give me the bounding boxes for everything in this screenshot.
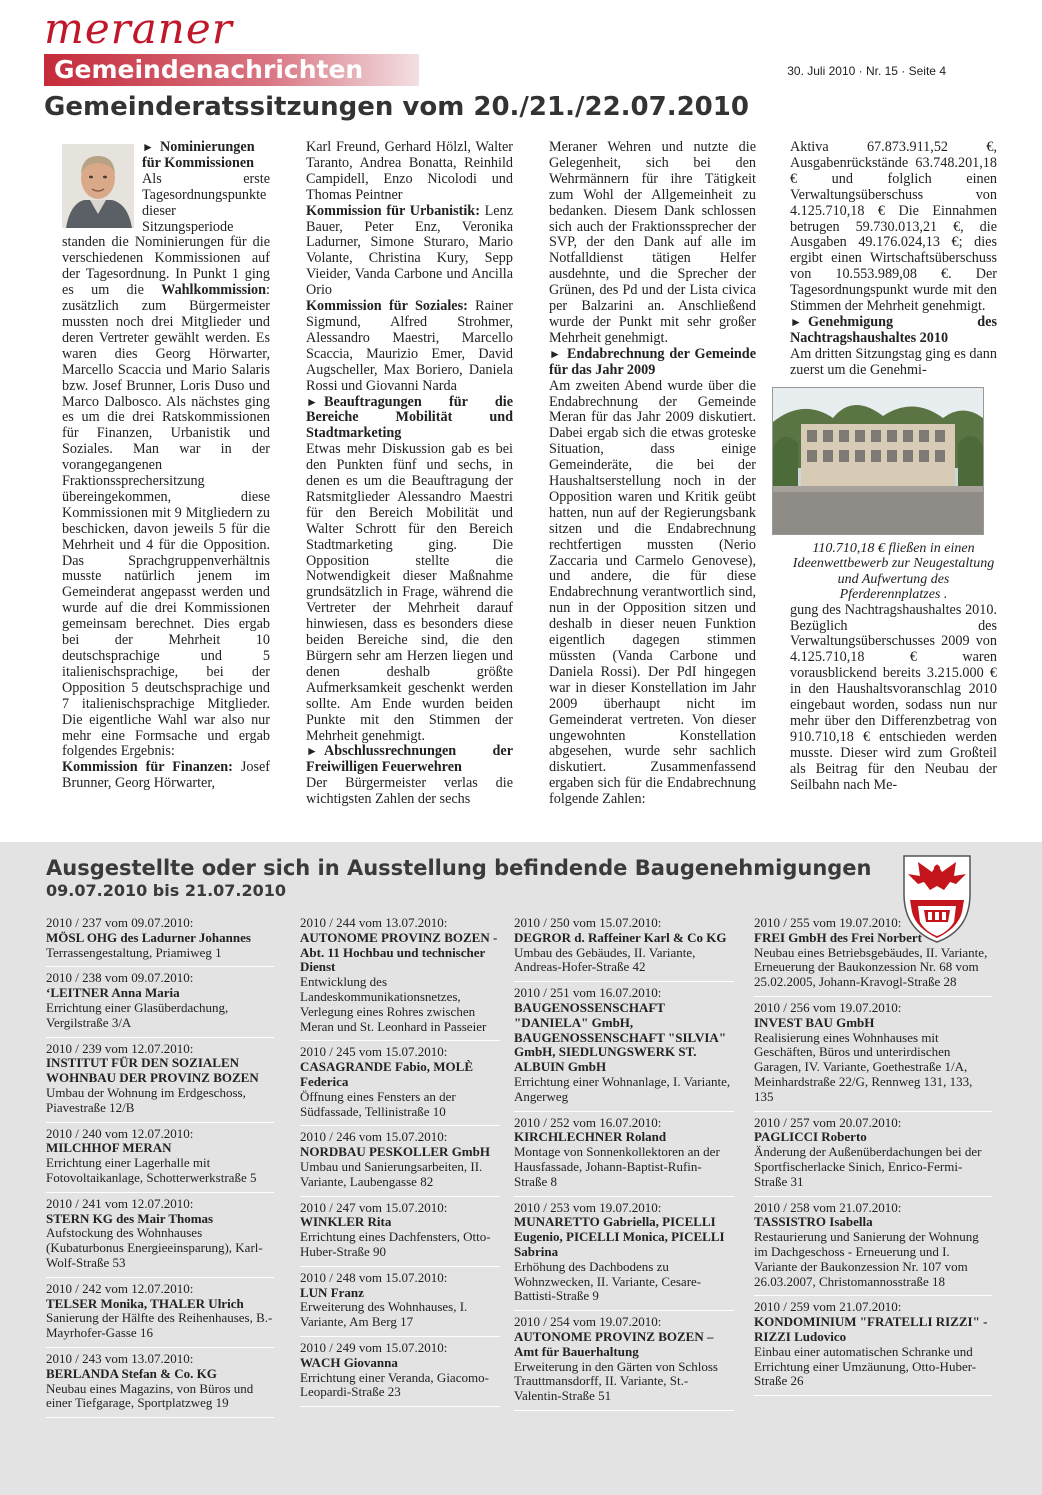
subhead-assignments: ► Beauftragungen für die Bereiche Mobilität und Stadtmarketing (306, 393, 513, 442)
permit-entry (46, 1038, 274, 1123)
permit-entry (754, 916, 992, 997)
permit-entry (46, 1348, 274, 1418)
permit-num: 2010 / 258 vom 21.07.2010: (754, 1199, 902, 1215)
permit-entry (300, 1337, 500, 1407)
permit-name: BERLANDA Stefan & Co. KG (46, 1365, 217, 1381)
permit-num: 2010 / 248 vom 15.07.2010: (300, 1269, 448, 1285)
triangle-bullet-icon: ► (142, 140, 154, 154)
permit-num: 2010 / 251 vom 16.07.2010: (514, 985, 662, 1001)
article-column-1 (62, 140, 270, 792)
section-banner (44, 54, 419, 86)
permits-column-3 (514, 916, 734, 1411)
permit-num: 2010 / 237 vom 09.07.2010: (46, 915, 194, 930)
permit-entry (300, 1041, 500, 1126)
building-image (773, 388, 983, 534)
permit-entry (514, 1311, 734, 1411)
permit-desc: Entwicklung des Landeskommunikationsnetzes, Verlegung eines Rohres zwischen Meran und St. Leonhard in Passeier (300, 974, 487, 1034)
permits-column-2 (300, 916, 500, 1407)
paragraph: Kommission für Finanzen: Josef Brunner, Georg Hörwarter, (62, 759, 270, 792)
permit-desc: Änderung der Außenüberdachungen bei der Sportfischerlacke Sinich, Enrico-Fermi-Straße 31 (754, 1144, 982, 1189)
permit-num: 2010 / 242 vom 12.07.2010: (46, 1280, 194, 1296)
paragraph: Etwas mehr Diskussion gab es bei den Punkten fünf und sechs, in denen es um die Beauftragung der Ratsmitglieder Alessandro Maestri für den Bereich Mobilität und Walter Schrott für den Bereich Stadtmarketing ging. Die Opposition stellte die Notwendigkeit dieser Maßnahme grundsätzlich in Frage, während die Vertreter der Mehrheit darauf hinwiesen, dass es besonders diese beiden Bereiche sind, die den Bürgern sehr am Herzen liegen und denen deshalb größte Aufmerksamkeit geschenkt werden sollte. Am Ende wurden beiden Punkte mit den Stimmen der Mehrheit genehmigt. (306, 441, 513, 744)
permit-entry (300, 916, 500, 1041)
paragraph: Der Bürgermeister verlas die wichtigsten Zahlen der sechs (306, 775, 513, 808)
permit-entry (46, 1193, 274, 1278)
permit-entry (46, 1278, 274, 1348)
permit-num: 2010 / 256 vom 19.07.2010: (754, 999, 902, 1015)
article-column-4 (790, 140, 997, 793)
permit-entry (514, 982, 734, 1111)
permits-column-4 (754, 916, 992, 1396)
subhead-fire-brigades: ► Abschlussrechnungen der Freiwilligen Feuerwehren (306, 743, 513, 776)
permit-desc: Neubau eines Magazins, von Büros und einer Tiefgarage, Sportplatzweg 19 (46, 1380, 254, 1411)
permit-name: DEGROR d. Raffeiner Karl & Co KG (514, 929, 727, 945)
permit-desc: Erhöhung des Dachbodens zu Wohnzwecken, II. Variante, Cesare-Battisti-Straße 9 (514, 1258, 702, 1304)
permit-name: PAGLICCI Roberto (754, 1129, 867, 1145)
paragraph: gung des Nachtragshaushaltes 2010. Bezüglich des Verwaltungsüberschusses 2009 von 4.125.710,18 € waren vorausblickend bereits 3.215.000 € in den Haushaltsvoranschlag 2010 eingebaut worden, sodass nun nur mehr über den Differenzbetrag von 910.710,18 € entschieden werden musste. Dieser wird zum Großteil als Beitrag für den Neubau der Seilbahn nach Me- (790, 601, 997, 793)
permit-desc: Aufstockung des Wohnhauses (Kubaturbonus Energieeinsparung), Karl-Wolf-Straße 53 (46, 1225, 263, 1270)
permits-heading: Ausgestellte oder sich in Ausstellung befindende Baugenehmigungen (46, 856, 872, 880)
portrait-image (62, 144, 134, 228)
permit-num: 2010 / 246 vom 15.07.2010: (300, 1129, 448, 1145)
section-title: Gemeindenachrichten (54, 55, 364, 84)
paragraph: Meraner Wehren und nutzte die Gelegenheit, sich bei den Wehrmännern für ihre Tätigkeit zum Wohl der Allgemeinheit zu bedanken. Diesem Dank schlossen sich auch der Fraktionssprecher der SVP, der den Dank auf alle im Notfalldienst tätigen Helfer ausdehnte, und die Sprecher der Grünen, des Pd und der Lista civica per Balzarini an. Anschließend wurde der Punkt mit sehr großer Mehrheit genehmigt. (549, 139, 756, 346)
permit-entry (754, 1296, 992, 1396)
permit-name: INVEST BAU GmbH (754, 1014, 875, 1030)
permit-name: AUTONOME PROVINZ BOZEN - Abt. 11 Hochbau und technischer Dienst (300, 929, 498, 975)
permit-num: 2010 / 238 vom 09.07.2010: (46, 970, 194, 986)
portrait-photo (62, 144, 134, 228)
permit-name: LUN Franz (300, 1284, 364, 1300)
permit-num: 2010 / 243 vom 13.07.2010: (46, 1350, 194, 1366)
permit-desc: Errichtung einer Glasüberdachung, Vergilstraße 3/A (46, 999, 229, 1030)
permit-name: INSTITUT FÜR DEN SOZIALEN WOHNBAU DER PROVINZ BOZEN (46, 1055, 259, 1086)
paragraph: Kommission für Soziales: Rainer Sigmund, Alfred Strohmer, Alessandro Maestri, Marcello Scaccia, Maurizio Emer, David Augscheller, Max Boriero, Daniela Rossi und Giovanni Narda (306, 298, 513, 394)
article-column-2 (306, 140, 513, 808)
permit-name: TASSISTRO Isabella (754, 1214, 873, 1230)
permit-num: 2010 / 253 vom 19.07.2010: (514, 1199, 662, 1215)
permit-name: MÖSL OHG des Ladurner Johannes (46, 929, 251, 945)
permit-name: NORDBAU PESKOLLER GmbH (300, 1144, 490, 1160)
permit-name: CASAGRANDE Fabio, MOLÈ Federica (300, 1059, 473, 1089)
permit-name: BAUGENOSSENSCHAFT "DANIELA" GmbH, BAUGENOSSENSCHAFT "SILVIA" GmbH, SIEDLUNGSWERK ST. ALBUIN GmbH (514, 999, 727, 1075)
permit-num: 2010 / 247 vom 15.07.2010: (300, 1199, 448, 1215)
paragraph: Aktiva 67.873.911,52 €, Ausgabenrückstände 63.748.201,18 € und folglich einen Verwaltungsüberschuss von 4.125.710,18 € Die Einnahmen betrugen 59.730.013,21 €, die Ausgaben 49.176.024,13 €; dies ergibt einen Wirtschaftsüberschuss von 10.553.989,08 €. Der Tagesordnungspunkt wurde mit den Stimmen der Mehrheit genehmigt. (790, 139, 997, 315)
permit-name: KONDOMINIUM "FRATELLI RIZZI" - RIZZI Ludovico (754, 1314, 988, 1344)
permit-desc: Montage von Sonnenkollektoren an der Hausfassade, Johann-Baptist-Rufin-Straße 8 (514, 1144, 720, 1189)
permit-entry (46, 916, 274, 967)
permit-desc: Einbau einer automatischen Schranke und Errichtung einer Umzäunung, Otto-Huber-Straße 26 (754, 1343, 977, 1389)
permit-desc: Errichtung einer Lagerhalle mit Fotovoltaikanlage, Schotterwerkstraße 5 (46, 1155, 257, 1185)
permit-num: 2010 / 239 vom 12.07.2010: (46, 1040, 194, 1056)
permit-num: 2010 / 241 vom 12.07.2010: (46, 1195, 194, 1211)
paragraph: Am dritten Sitzungstag ging es dann zuerst um die Genehmi- (790, 345, 997, 378)
permit-entry (514, 1197, 734, 1312)
permit-name: STERN KG des Mair Thomas (46, 1210, 214, 1226)
permit-num: 2010 / 245 vom 15.07.2010: (300, 1044, 448, 1060)
permit-num: 2010 / 240 vom 12.07.2010: (46, 1125, 194, 1141)
permit-desc: Umbau und Sanierungsarbeiten, II. Variante, Laubengasse 82 (300, 1158, 483, 1189)
permit-entry (300, 1197, 500, 1267)
permit-name: KIRCHLECHNER Roland (514, 1129, 667, 1145)
permit-name: MUNARETTO Gabriella, PICELLI Eugenio, PICELLI Monica, PICELLI Sabrina (514, 1214, 725, 1259)
permit-name: TELSER Monika, THALER Ulrich (46, 1295, 244, 1311)
permit-desc: Erweiterung in den Gärten von Schloss Trauttmansdorff, II. Variante, St.-Valentin-Straße 51 (514, 1358, 718, 1404)
permit-num: 2010 / 257 vom 20.07.2010: (754, 1114, 902, 1130)
permit-name: WACH Giovanna (300, 1354, 398, 1370)
permit-num: 2010 / 250 vom 15.07.2010: (514, 915, 662, 930)
permit-name: ‘LEITNER Anna Maria (46, 985, 180, 1001)
subhead-supplementary-budget: ► Genehmigung des Nachtragshaushaltes 2010 (790, 313, 997, 346)
permit-entry (514, 1112, 734, 1197)
photo-caption: 110.710,18 € fließen in einen Ideenwettbewerb zur Neugestaltung und Aufwertung des Pferderennplatzes . (792, 540, 995, 603)
building-photo (772, 387, 984, 535)
issue-info: 30. Juli 2010 · Nr. 15 · Seite 4 (787, 64, 946, 78)
permit-num: 2010 / 249 vom 15.07.2010: (300, 1339, 448, 1355)
paragraph: Kommission für Urbanistik: Lenz Bauer, Peter Enz, Veronika Ladurner, Simone Sturaro, Mario Volante, Christina Kury, Sepp Vieider, Vanda Carbone und Ancilla Orio (306, 202, 513, 299)
permit-entry (754, 1112, 992, 1197)
permit-desc: Terrassengestaltung, Priamiweg 1 (46, 944, 222, 960)
triangle-bullet-icon: ► (306, 744, 318, 759)
permit-entry (300, 1126, 500, 1196)
paragraph: Als erste Tagesordnungspunkte dieser Sitzungsperiode standen die Nominierungen für die verschiedenen Kommissionen auf der Tagesordnung. In Punkt 1 ging es um die Wahlkommission: zusätzlich zum Bürgermeister mussten noch drei Mitglieder und deren Vertreter gewählt werden. Es waren dies Georg Hörwarter, Marcello Scaccia und Mario Salaris bzw. Josef Brunner, Loris Duso und Marco Dalbosco. Als nächstes ging es um die drei Ratskommissionen für Finanzen, Urbanistik und Soziales. Man war in der vorangegangenen Fraktionssprechersitzung übereingekommen, diese Kommissionen mit 9 Mitgliedern zu beschicken, davon jeweils 5 für die Mehrheit und 4 für die Opposition. Das Sprachgruppenverhältnis musste natürlich jenem im Gemeinderat angepasst werden und wurde auf die drei Kommissionen gemeinsam berechnet. Dies ergab bei der Mehrheit 10 deutschsprachige und 5 italienischsprachige, bei der Opposition 5 deutschsprachige und 7 italienischsprachige Mitglieder. Die eigentliche Wahl war also nur mehr eine Formsache und ergab folgendes Ergebnis: (62, 170, 270, 760)
permit-desc: Neubau eines Betriebsgebäudes, II. Variante, Erneuerung der Baukonzession Nr. 68 vom 25.02.2005, Johann-Kravogl-Straße 28 (754, 944, 988, 990)
permit-num: 2010 / 244 vom 13.07.2010: (300, 915, 448, 930)
permit-desc: Umbau des Gebäudes, II. Variante, Andreas-Hofer-Straße 42 (514, 944, 696, 975)
permit-num: 2010 / 255 vom 19.07.2010: (754, 915, 902, 930)
subhead-final-accounts: ► Endabrechnung der Gemeinde für das Jahr 2009 (549, 345, 756, 378)
permits-column-1 (46, 916, 274, 1418)
permit-desc: Sanierung der Hälfte des Reihenhauses, B.-Mayrhofer-Gasse 16 (46, 1310, 273, 1341)
permit-desc: Restaurierung und Sanierung der Wohnung im Dachgeschoss - Erneuerung und I. Variante der Baukonzession Nr. 107 vom 26.03.2007, Christomannosstraße 18 (754, 1229, 979, 1289)
permit-desc: Öffnung eines Fensters an der Südfassade, Tellinistraße 10 (300, 1088, 456, 1119)
permit-entry (514, 916, 734, 982)
masthead-logo: meraner (44, 4, 233, 53)
permit-name: WINKLER Rita (300, 1214, 392, 1230)
permit-num: 2010 / 254 vom 19.07.2010: (514, 1314, 662, 1330)
permit-num: 2010 / 259 vom 21.07.2010: (754, 1299, 902, 1315)
permit-name: FREI GmbH des Frei Norbert (754, 929, 923, 945)
permit-entry (46, 967, 274, 1037)
permit-entry (754, 1197, 992, 1297)
permit-entry (46, 1123, 274, 1193)
permit-entry (300, 1267, 500, 1337)
paragraph: Am zweiten Abend wurde über die Endabrechnung der Gemeinde Meran für das Jahr 2009 diskutiert. Dabei ergab sich die etwas groteske Situation, dass einige Gemeinderäte, die bei der Haushaltserstellung noch in der Opposition waren und Kritik geübt hatten, nun auf der Regierungsbank sitzen und die Endabrechnung rechtfertigen mussten (Nerio Zaccaria und Carmelo Genovese), und andere, die für diese Endabrechnung verantwortlich sind, nun in der Opposition sitzen und deshalb in dieser neuen Funktion eigentlich dagegen stimmen müssten (Vanda Carbone und Daniela Rossi). Der PdI hingegen war in dieser Konstellation im Jahr 2009 überhaupt nicht im Gemeinderat vertreten. Von dieser ungewohnten Konstellation abgesehen, wurde sehr sachlich diskutiert. Zusammenfassend ergaben sich für die Endabrechnung folgende Zahlen: (549, 377, 756, 808)
permit-name: MILCHHOF MERAN (46, 1140, 172, 1156)
article-column-3 (549, 140, 756, 808)
permit-num: 2010 / 252 vom 16.07.2010: (514, 1114, 662, 1130)
triangle-bullet-icon: ► (790, 314, 802, 329)
permit-name: AUTONOME PROVINZ BOZEN – Amt für Bauerhaltung (514, 1328, 714, 1359)
permit-desc: Umbau der Wohnung im Erdgeschoss, Piavestraße 12/B (46, 1084, 246, 1115)
triangle-bullet-icon: ► (306, 394, 318, 409)
permits-period: 09.07.2010 bis 21.07.2010 (46, 881, 287, 900)
triangle-bullet-icon: ► (549, 346, 561, 361)
permit-desc: Errichtung eines Dachfensters, Otto-Huber-Straße 90 (300, 1229, 491, 1259)
permit-desc: Errichtung einer Veranda, Giacomo-Leopardi-Straße 23 (300, 1369, 489, 1400)
permit-entry (754, 997, 992, 1112)
subhead-nominations: ► Nominierungen für Kommissionen (142, 139, 255, 171)
paragraph: Karl Freund, Gerhard Hölzl, Walter Taranto, Andrea Bonatta, Reinhild Campidell, Enzo Nicolodi und Thomas Peintner (306, 139, 513, 203)
article-headline: Gemeinderatssitzungen vom 20./21./22.07.2010 (44, 92, 749, 122)
permit-desc: Realisierung eines Wohnhauses mit Geschäften, Büros und unterirdischen Garagen, IV. Variante, Goethestraße 1/A, Meinhardstraße 22/G, Rennweg 131, 133, 135 (754, 1029, 973, 1104)
permit-desc: Errichtung einer Wohnanlage, I. Variante, Angerweg (514, 1073, 731, 1104)
permit-desc: Erweiterung des Wohnhauses, I. Variante, Am Berg 17 (300, 1299, 468, 1330)
